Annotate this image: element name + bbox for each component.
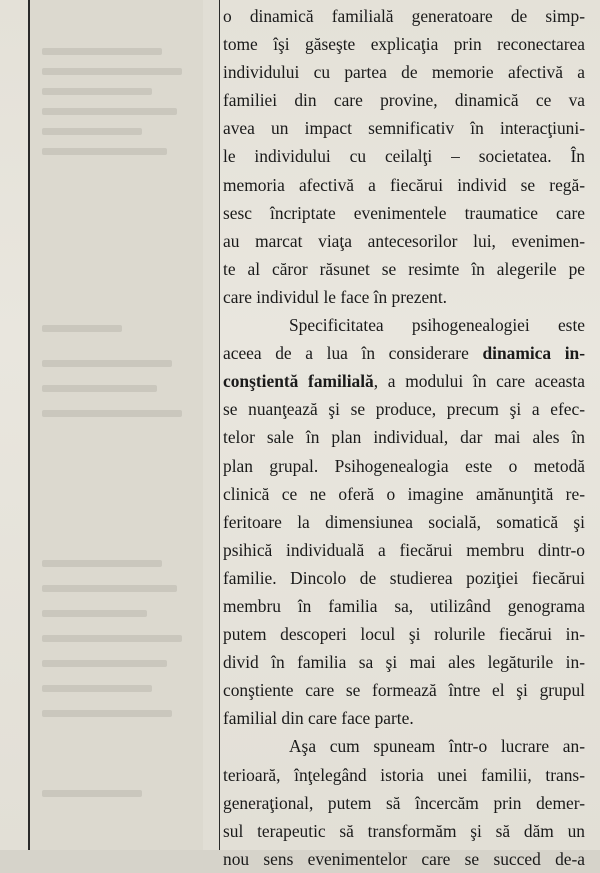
text-line: familie. Dincolo de studierea poziţiei fiecărui — [223, 567, 585, 588]
text-line: putem descoperi locul şi rolurile fiecărui in- — [223, 624, 585, 645]
text-line: o dinamică familială generatoare de simp- — [223, 6, 585, 26]
text-line: tome îşi găseşte explicaţia prin reconectarea — [223, 34, 585, 55]
text-line: telor sale în plan individual, dar mai ales în — [223, 427, 585, 448]
paragraph-2 — [223, 311, 585, 732]
text-line: terioară, înţelegând istoria unei familii, trans- — [223, 764, 585, 785]
text-line: se nuanţează şi se produce, precum şi a efec- — [223, 399, 585, 420]
text-line: avea un impact semnificativ în interacţiuni- — [223, 118, 585, 139]
bold-term: dinamica in- — [482, 343, 586, 364]
text-line: familial din care face parte. — [223, 708, 414, 729]
text-line: memoria afectivă a fiecărui individ se regă- — [223, 174, 585, 195]
text-line: psihică individuală a fiecărui membru dintr-o — [223, 539, 585, 560]
text-line: plan grupal. Psihogenealogia este o metodă — [223, 455, 585, 476]
text-line: Aşa cum spuneam într-o lucrare an- — [289, 736, 585, 757]
text-line: generaţional, putem să încercăm prin demer- — [223, 792, 585, 813]
text-line: conştiente care se formează între el şi grupul — [223, 680, 585, 701]
text-line: nou sens evenimentelor care se succed de-a — [223, 848, 585, 869]
text-line: sul terapeutic să transformăm şi să dăm un — [223, 820, 585, 841]
text-line: te al căror răsunet se resimte în alegerile pe — [223, 258, 585, 279]
text-line — [223, 339, 585, 367]
text-line: familiei din care provine, dinamică ce va — [223, 90, 585, 111]
text-line: clinică ce ne oferă o imagine amănunţită re- — [223, 483, 585, 504]
paragraph-1 — [223, 2, 585, 311]
text-line: care individul le face în prezent. — [223, 286, 448, 307]
text-line — [223, 367, 585, 395]
text-line: Specificitatea psihogenealogiei este — [289, 315, 585, 336]
text-line: individului cu partea de memorie afectivă a — [223, 62, 585, 83]
body-text — [223, 2, 585, 873]
column-separator — [203, 0, 220, 850]
text-line: feritoare la dimensiunea socială, somatică şi — [223, 511, 585, 532]
bold-term: conştientă familială — [223, 371, 374, 392]
text-fragment: , a modului în care aceasta — [373, 371, 585, 392]
text-line: sesc încriptate evenimentele traumatice care — [223, 202, 585, 223]
text-line: membru în familia sa, utilizând genograma — [223, 595, 585, 616]
text-line: au marcat viaţa antecesorilor lui, evenimen- — [223, 230, 585, 251]
text-line: divid în familia sa şi mai ales legăturile in- — [223, 652, 585, 673]
text-line: le individului cu ceilalţi – societatea. În — [223, 146, 585, 167]
paragraph-3 — [223, 732, 585, 872]
text-fragment: aceea de a lua în considerare — [223, 343, 483, 364]
left-margin-column — [28, 0, 206, 850]
